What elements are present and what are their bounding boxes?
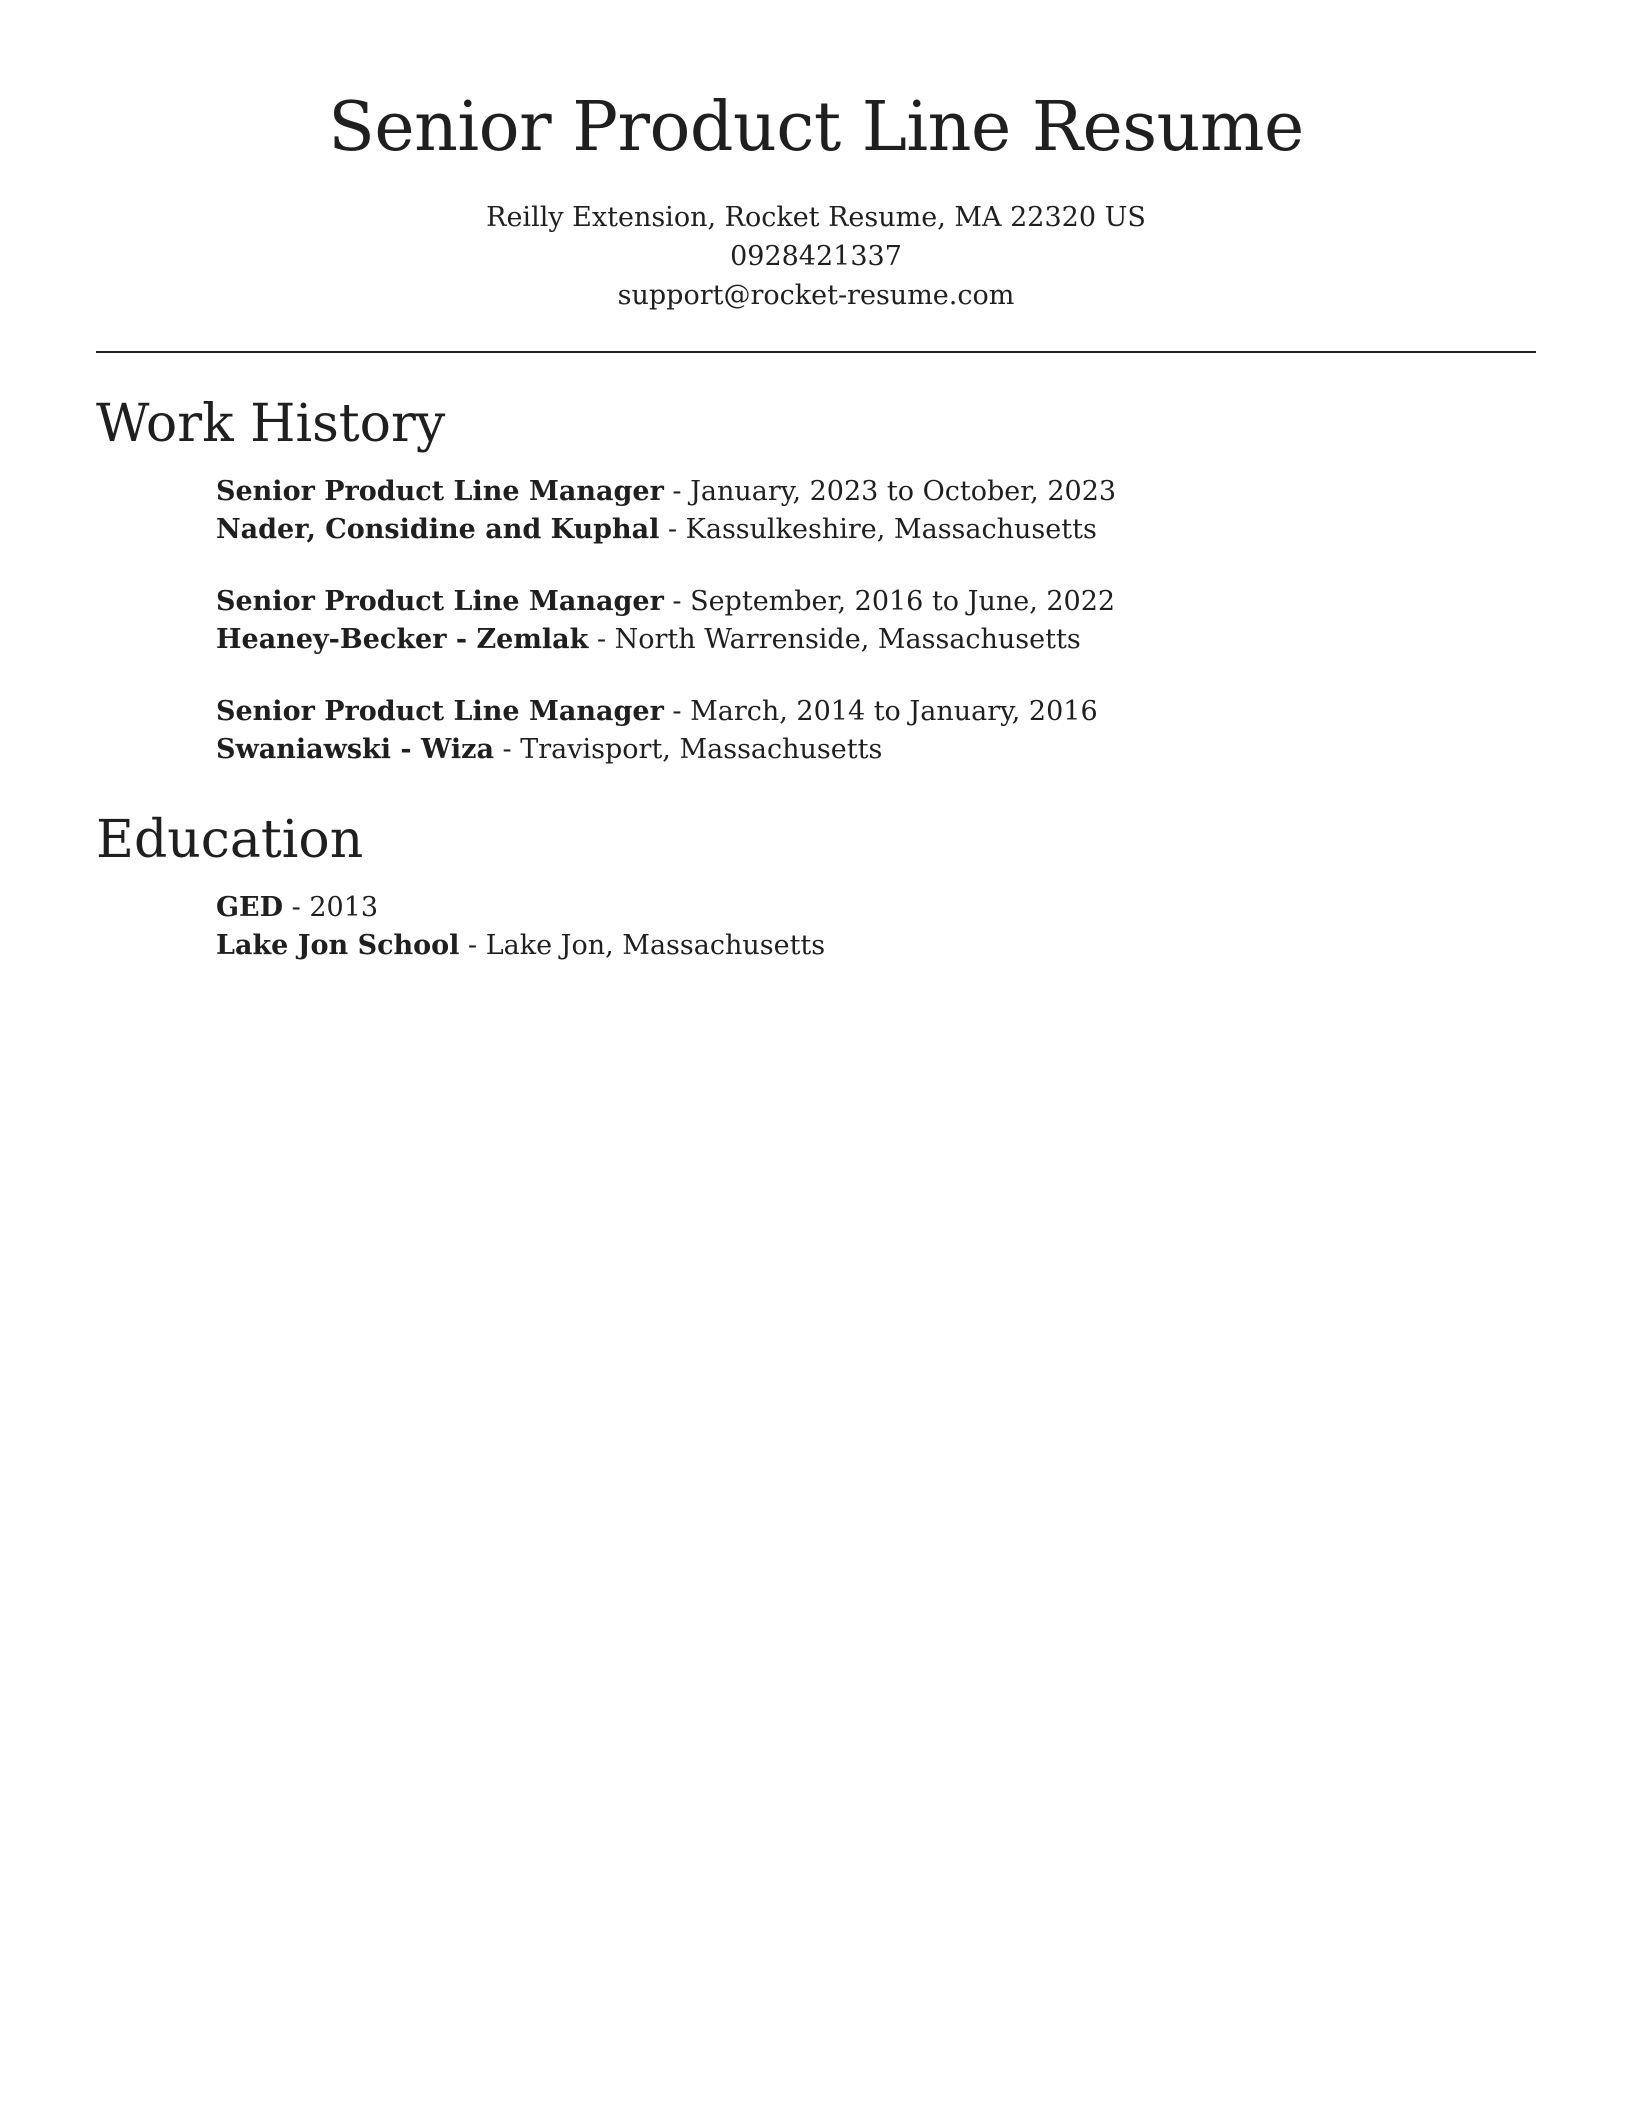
job-entry: [216, 583, 1536, 659]
job-company: Nader, Considine and Kuphal: [216, 514, 660, 545]
work-history-heading: Work History: [96, 394, 446, 454]
job-company: Swaniawski - Wiza: [216, 734, 494, 765]
job-title: Senior Product Line Manager: [216, 586, 664, 617]
resume-header: [96, 0, 1536, 315]
job-entry: [216, 693, 1536, 769]
address-text: Reilly Extension, Rocket Resume, MA 22320 US: [486, 202, 1146, 233]
phone-text: 0928421337: [730, 241, 902, 272]
school-name: Lake Jon School: [216, 930, 460, 961]
education-list: [96, 889, 1536, 965]
contact-block: [96, 198, 1536, 315]
job-dates: - March, 2014 to January, 2016: [663, 696, 1098, 727]
email-text: support@rocket-resume.com: [617, 280, 1015, 311]
job-title: Senior Product Line Manager: [216, 476, 664, 507]
education-entry: [216, 889, 1536, 965]
job-title-line: [216, 693, 1536, 731]
work-history-section: [96, 391, 1536, 769]
education-heading: Education: [96, 810, 364, 870]
job-company: Heaney-Becker - Zemlak: [216, 624, 589, 655]
page-title: Senior Product Line Resume: [328, 88, 1304, 167]
job-location: - North Warrenside, Massachusetts: [588, 624, 1081, 655]
school-location: - Lake Jon, Massachusetts: [459, 930, 826, 961]
job-title: Senior Product Line Manager: [216, 696, 664, 727]
work-history-list: [96, 473, 1536, 769]
degree-name: GED: [216, 892, 284, 923]
job-title-line: [216, 583, 1536, 621]
school-line: [216, 927, 1536, 965]
education-section: [96, 807, 1536, 965]
job-company-line: [216, 511, 1536, 549]
degree-line: [216, 889, 1536, 927]
job-location: - Kassulkeshire, Massachusetts: [659, 514, 1097, 545]
job-title-line: [216, 473, 1536, 511]
header-divider: [96, 351, 1536, 353]
job-location: - Travisport, Massachusetts: [493, 734, 883, 765]
job-company-line: [216, 621, 1536, 659]
job-entry: [216, 473, 1536, 549]
degree-year: - 2013: [283, 892, 379, 923]
job-company-line: [216, 731, 1536, 769]
job-dates: - September, 2016 to June, 2022: [663, 586, 1116, 617]
job-dates: - January, 2023 to October, 2023: [663, 476, 1117, 507]
